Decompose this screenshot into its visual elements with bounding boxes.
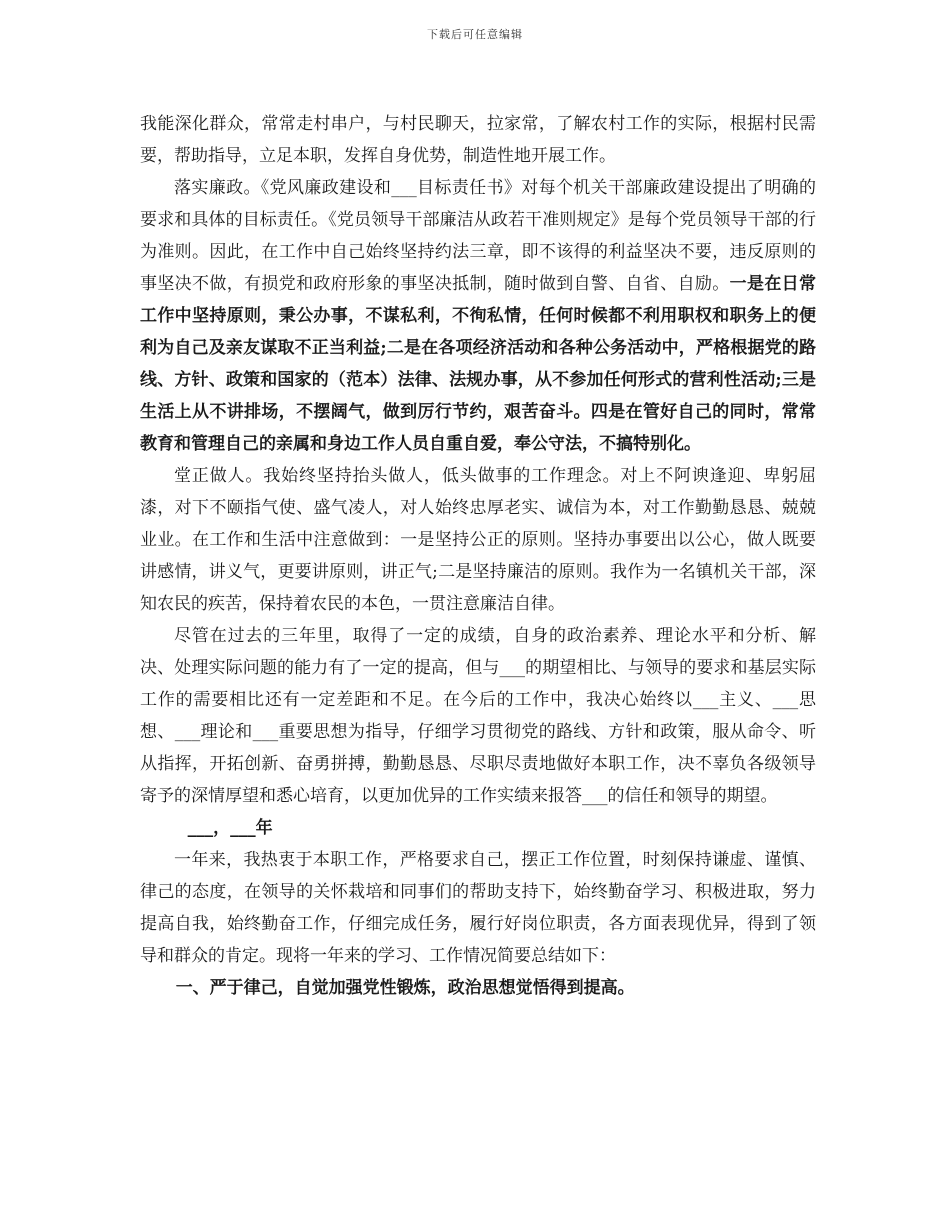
document-body [140,108,816,1004]
paragraph-1: 我能深化群众，常常走村串户，与村民聊天，拉家常，了解农村工作的实际，根据村民需要，帮助指导，立足本职，发挥自身优势，制造性地开展工作。 [140,114,816,166]
paragraph-4: 尽管在过去的三年里，取得了一定的成绩，自身的政治素养、理论水平和分析、解决、处理实际问题的能力有了一定的提高，但与___的期望相比、与领导的要求和基层实际工作的需要相比还有一定差距和不足。在今后的工作中，我决心始终以___主义、___思想、___理论和___重要思想为指导，仔细学习贯彻党的路线、方针和政策，服从命令、听从指挥，开拓创新、奋勇拼搏，勤勤恳恳、尽职尽责地做好本职工作，决不辜负各级领导寄予的深情厚望和悉心培育，以更加优异的工作实绩来报答___的信任和领导的期望。 [140,626,816,806]
section-heading-1: 一、严于律己，自觉加强党性锻炼，政治思想觉悟得到提高。 [175,978,635,998]
paragraph-5: 一年来，我热衷于本职工作，严格要求自己，摆正工作位置，时刻保持谦虚、谨慎、律己的态度，在领导的关怀栽培和同事们的帮助支持下，始终勤奋学习、积极进取，努力提高自我，始终勤奋工作，仔细完成任务，履行好岗位职责，各方面表现优异，得到了领导和群众的肯定。现将一年来的学习、工作情况简要总结如下： [140,850,816,966]
page-header: 下载后可任意编辑 [427,28,523,41]
paragraph-2 [140,172,816,460]
date-line: ___，___年 [187,818,273,838]
paragraph-2-text: 落实廉政。《党风廉政建设和___目标责任书》对每个机关干部廉政建设提出了明确的要求和具体的目标责任。《党员领导干部廉洁从政若干准则规定》是每个党员领导干部的行为准则。因此，在工作中自己始终坚持约法三章，即不该得的利益坚决不要，违反原则的事坚决不做，有损党和政府形象的事坚决抵制，随时做到自警、自省、自励。 [140,178,816,294]
paragraph-3: 堂正做人。我始终坚持抬头做人，低头做事的工作理念。对上不阿谀逢迎、卑躬屈漆，对下不颐指气使、盛气凌人，对人始终忠厚老实、诚信为本，对工作勤勤恳恳、兢兢业业。在工作和生活中注意做到：一是坚持公正的原则。坚持办事要出以公心，做人既要讲感情，讲义气，更要讲原则，讲正气;二是坚持廉洁的原则。我作为一名镇机关干部，深知农民的疾苦，保持着农民的本色，一贯注意廉洁自律。 [140,466,816,614]
paragraph-2-bold-text: 一是在日常工作中坚持原则，秉公办事，不谋私利，不徇私情，任何时候都不利用职权和职务上的便利为自己及亲友谋取不正当利益;二是在各项经济活动和各种公务活动中，严格根据党的路线、方针、政策和国家的（范本）法律、法规办事，从不参加任何形式的营利性活动;三是生活上从不讲排场，不摆阔气，做到厉行节约，艰苦奋斗。四是在管好自己的同时，常常教育和管理自己的亲属和身边工作人员自重自爱，奉公守法，不搞特别化。 [140,274,817,454]
